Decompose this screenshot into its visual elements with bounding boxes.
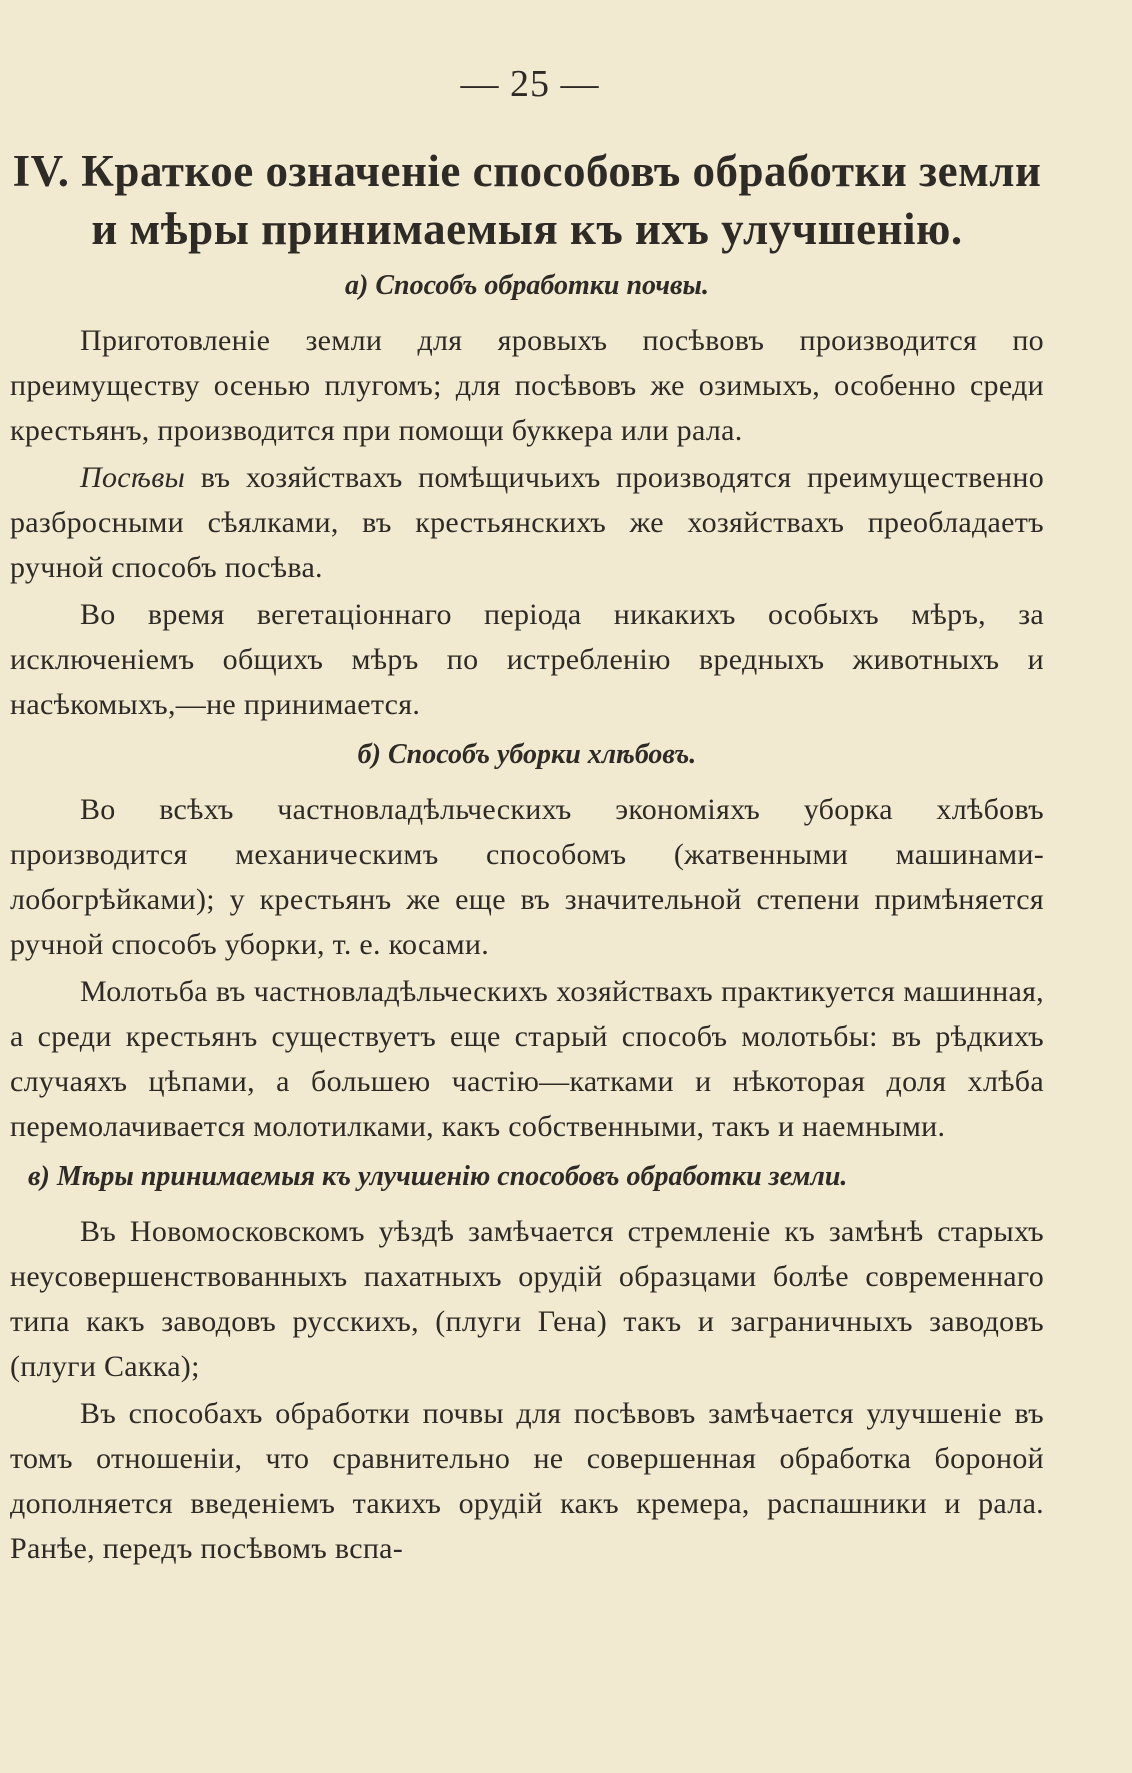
page-number: — 25 — — [460, 63, 600, 105]
section-b-paragraph-1: Во всѣхъ частновладѣльческихъ экономiяхъ уборка хлѣбовъ производится механическимъ способомъ (жатвенными машинами-лобогрѣйками); у крестьянъ же еще въ значительной степени примѣняется ручной способъ уборки, т. е. косами. — [10, 793, 1044, 961]
section-b-paragraph-2: Молотьба въ частновладѣльческихъ хозяйствахъ практикуется машинная, а среди крестьянъ существуетъ еще старый способъ молотьбы: въ рѣдкихъ случаяхъ цѣпами, а большею частiю—катками и нѣкоторая доля хлѣба перемолачивается молотилками, какъ собственными, такъ и наемными. — [10, 975, 1044, 1143]
section-a-heading: а) Способъ обработки почвы. — [345, 270, 709, 301]
section-a-paragraph-2 — [10, 455, 1044, 590]
section-c-heading: в) Мѣры принимаемыя къ улучшенiю способовъ обработки земли. — [28, 1161, 848, 1192]
page-body — [10, 142, 1044, 1571]
section-a-paragraph-2-text: въ хозяйствахъ помѣщичьихъ производятся преимущественно разбросными сѣялками, въ крестьянскихъ же хозяйствахъ преобладаетъ ручной способъ посѣва. — [10, 461, 1044, 584]
section-c-paragraph-1: Въ Новомосковскомъ уѣздѣ замѣчается стремленiе къ замѣнѣ старыхъ неусовершенствованныхъ пахатныхъ орудiй образцами болѣе современнаго типа какъ заводовъ русскихъ, (плуги Гена) такъ и заграничныхъ заводовъ (плуги Сакка); — [10, 1215, 1044, 1383]
chapter-title: IV. Краткое означенiе способовъ обработки земли и мѣры принимаемыя къ ихъ улучшенiю. — [12, 146, 1042, 254]
section-b-heading: б) Способъ уборки хлѣбовъ. — [357, 739, 697, 770]
section-c-paragraph-2: Въ способахъ обработки почвы для посѣвовъ замѣчается улучшенiе въ томъ отношенiи, что сравнительно не совершенная обработка бороной дополняется введенiемъ такихъ орудiй какъ кремера, распашники и рала. Ранѣе, передъ посѣвомъ вспа- — [10, 1397, 1044, 1565]
section-a-paragraph-3: Во время вегетацiоннаго перiода никакихъ особыхъ мѣръ, за исключенiемъ общихъ мѣръ по истребленiю вредныхъ животныхъ и насѣкомыхъ,—не принимается. — [10, 598, 1044, 721]
section-a-paragraph-2-lead: Посѣвы — [80, 461, 186, 494]
section-a-paragraph-1: Приготовленiе земли для яровыхъ посѣвовъ производится по преимуществу осенью плугомъ; для посѣвовъ же озимыхъ, особенно среди крестьянъ, производится при помощи буккера или рала. — [10, 324, 1044, 447]
